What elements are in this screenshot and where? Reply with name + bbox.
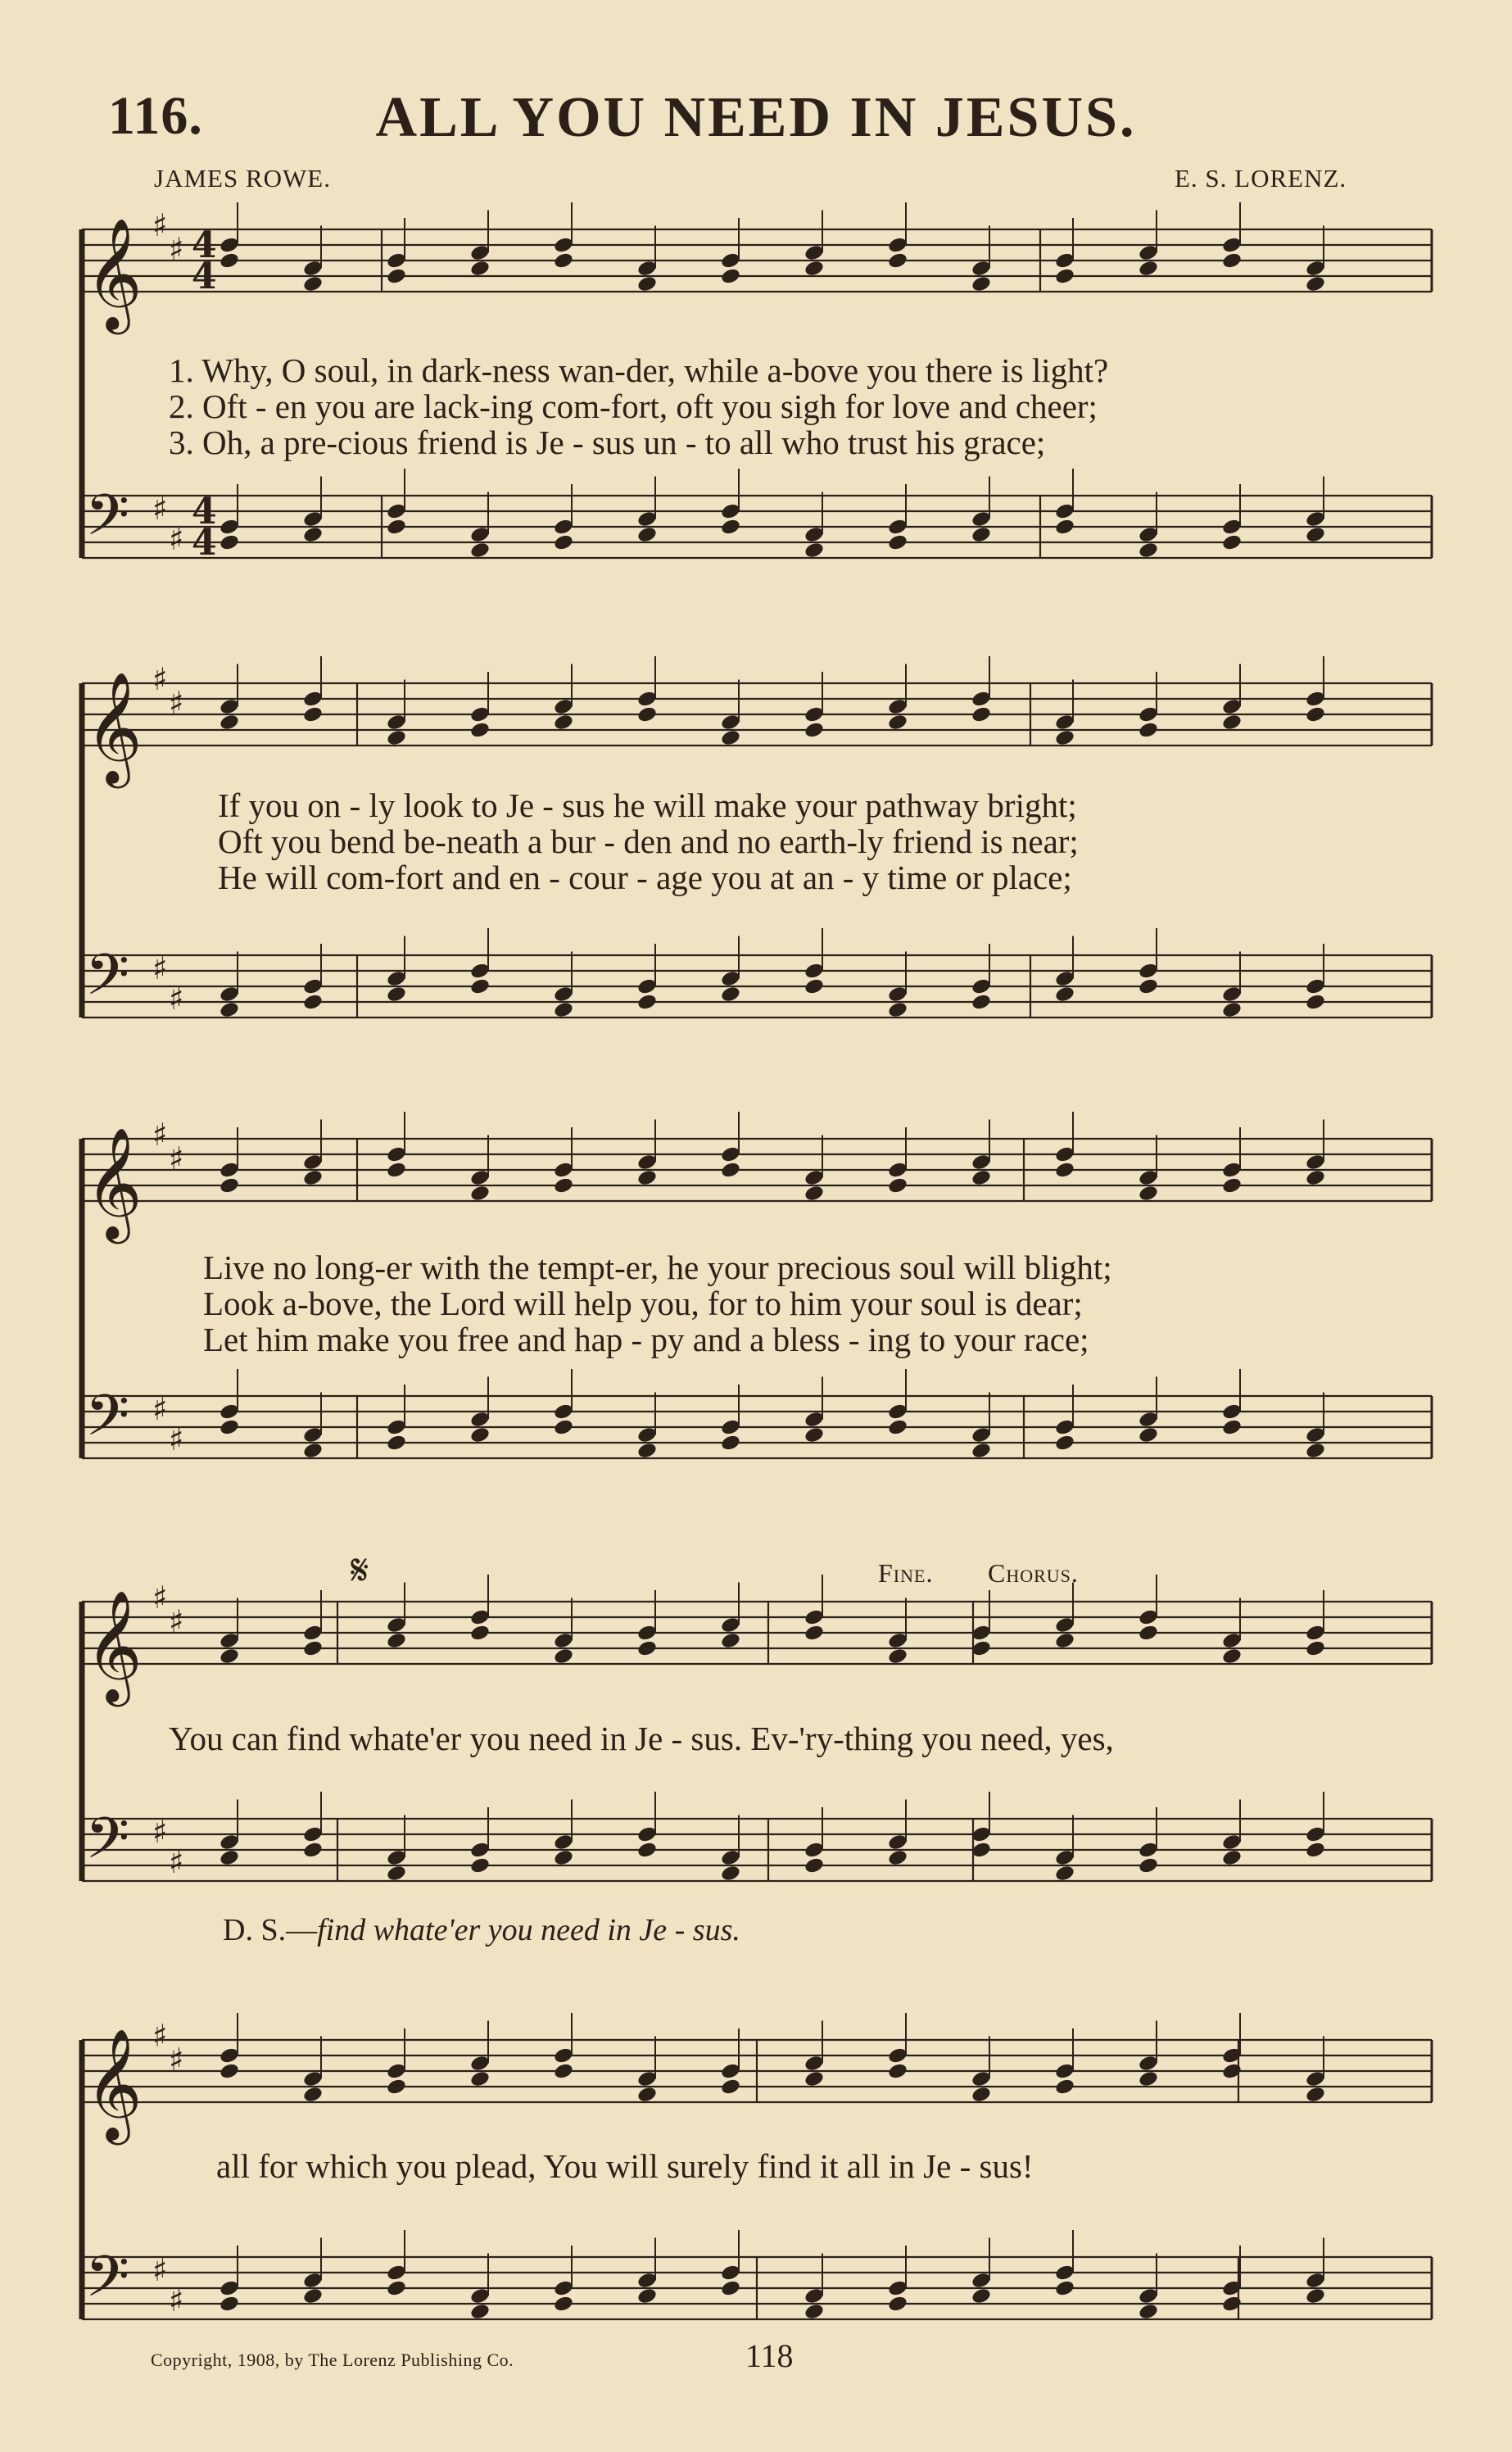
notehead xyxy=(1305,2085,1326,2103)
notehead xyxy=(636,525,658,543)
notehead xyxy=(887,1176,908,1194)
bass-clef-icon: 𝄢 xyxy=(85,2243,130,2323)
notehead xyxy=(887,533,908,551)
notehead xyxy=(219,1647,240,1665)
notehead xyxy=(720,1864,741,1882)
notehead xyxy=(553,1176,574,1194)
notehead xyxy=(720,985,741,1003)
notehead xyxy=(804,541,825,559)
notehead xyxy=(1221,252,1243,270)
notehead xyxy=(720,1434,741,1452)
treble-clef-icon: 𝄞 xyxy=(85,670,143,783)
sharp-icon: ♯ xyxy=(169,231,184,267)
notehead xyxy=(636,2287,658,2305)
sharp-icon: ♯ xyxy=(152,2252,168,2288)
notehead xyxy=(1305,1639,1326,1657)
notehead xyxy=(720,2078,741,2096)
notehead xyxy=(804,2302,825,2320)
notehead xyxy=(636,705,658,723)
sharp-icon: ♯ xyxy=(169,1603,184,1639)
notehead xyxy=(1305,993,1326,1011)
notehead xyxy=(1054,2078,1075,2096)
notehead xyxy=(1221,2295,1243,2313)
notehead xyxy=(1305,1168,1326,1186)
notehead xyxy=(636,1168,658,1186)
notehead xyxy=(219,533,240,551)
treble-clef-icon: 𝄞 xyxy=(85,216,143,329)
notehead xyxy=(1054,1161,1075,1179)
notehead xyxy=(553,252,574,270)
hymn-title: ALL YOU NEED IN JESUS. xyxy=(375,86,1137,149)
notehead xyxy=(971,705,992,723)
sharp-icon: ♯ xyxy=(152,1580,168,1616)
notehead xyxy=(386,1434,407,1452)
notehead xyxy=(1305,705,1326,723)
notehead xyxy=(386,267,407,285)
notehead xyxy=(804,1856,825,1874)
lyric-line-s1-v1: 1. Why, O soul, in dark-ness wan-der, while a-bove you there is light? xyxy=(169,351,1109,389)
notehead xyxy=(1138,1856,1159,1874)
notehead xyxy=(1305,1841,1326,1859)
sharp-icon: ♯ xyxy=(169,2282,184,2318)
notehead xyxy=(887,252,908,270)
fine-label: Fine. xyxy=(878,1558,934,1588)
notehead xyxy=(636,1441,658,1459)
sharp-icon: ♯ xyxy=(152,1391,168,1427)
chorus-label: Chorus. xyxy=(988,1558,1079,1588)
notehead xyxy=(1138,1184,1159,1202)
notehead xyxy=(219,1000,240,1018)
notehead xyxy=(302,2287,324,2305)
treble-clef-icon: 𝄞 xyxy=(85,1126,143,1239)
notehead xyxy=(636,1639,658,1657)
notehead xyxy=(1138,259,1159,277)
notehead xyxy=(1305,1441,1326,1459)
page-number: 118 xyxy=(745,2337,794,2374)
notehead xyxy=(386,985,407,1003)
notehead xyxy=(720,1631,741,1649)
notehead xyxy=(219,1848,240,1866)
notehead xyxy=(887,1418,908,1436)
notehead xyxy=(302,2085,324,2103)
notehead xyxy=(469,721,491,739)
notehead xyxy=(636,274,658,292)
notehead xyxy=(386,518,407,536)
notehead xyxy=(1221,1176,1243,1194)
notehead xyxy=(386,1864,407,1882)
treble-clef-icon: 𝄞 xyxy=(85,2027,143,2140)
notehead xyxy=(971,1441,992,1459)
lyric-line-s2-v1: If you on - ly look to Je - sus he will make your pathway bright; xyxy=(218,786,1077,824)
notehead xyxy=(469,2302,491,2320)
lyric-line-s1-v3: 3. Oh, a pre-cious friend is Je - sus un - to all who trust his grace; xyxy=(169,424,1046,461)
time-signature-digit: 4 xyxy=(192,491,217,533)
notehead xyxy=(553,1000,574,1018)
notehead xyxy=(1138,721,1159,739)
notehead xyxy=(1138,541,1159,559)
notehead xyxy=(302,525,324,543)
notehead xyxy=(1054,2279,1075,2297)
notehead xyxy=(720,728,741,746)
notehead xyxy=(469,2069,491,2087)
notehead xyxy=(720,2279,741,2297)
sharp-icon: ♯ xyxy=(169,1844,184,1880)
lyric-line-s3-v2: Look a-bove, the Lord will help you, for to him your soul is dear; xyxy=(203,1285,1083,1322)
notehead xyxy=(1221,1848,1243,1866)
notehead xyxy=(804,977,825,995)
notehead xyxy=(302,993,324,1011)
notehead xyxy=(887,1848,908,1866)
notehead xyxy=(887,2295,908,2313)
notehead xyxy=(219,2062,240,2080)
notehead xyxy=(469,541,491,559)
notehead xyxy=(1054,1864,1075,1882)
notehead xyxy=(219,713,240,731)
notehead xyxy=(553,533,574,551)
notehead xyxy=(1054,267,1075,285)
notehead xyxy=(1138,1624,1159,1642)
notehead xyxy=(469,1624,491,1642)
notehead xyxy=(1221,1647,1243,1665)
notehead xyxy=(386,1631,407,1649)
notehead xyxy=(302,274,324,292)
lyric-line-s5: all for which you plead, You will surely find it all in Je - sus! xyxy=(216,2147,1034,2185)
notehead xyxy=(971,2287,992,2305)
composer-credit: E. S. LORENZ. xyxy=(1175,164,1347,193)
sharp-icon: ♯ xyxy=(152,661,168,697)
notehead xyxy=(1305,525,1326,543)
notehead xyxy=(720,267,741,285)
notehead xyxy=(804,721,825,739)
notehead xyxy=(1054,728,1075,746)
notehead xyxy=(636,1841,658,1859)
lyric-line-s3-v3: Let him make you free and hap - py and a bless - ing to your race; xyxy=(203,1321,1089,1358)
sharp-icon: ♯ xyxy=(152,1814,168,1850)
notehead xyxy=(553,2295,574,2313)
notehead xyxy=(386,728,407,746)
notehead xyxy=(1221,533,1243,551)
treble-clef-icon: 𝄞 xyxy=(85,1589,143,1702)
notehead xyxy=(302,1639,324,1657)
notehead xyxy=(469,1425,491,1444)
notehead xyxy=(469,1184,491,1202)
notehead xyxy=(469,1856,491,1874)
notehead xyxy=(469,977,491,995)
notehead xyxy=(553,1647,574,1665)
notehead xyxy=(1054,1434,1075,1452)
notehead xyxy=(1054,1631,1075,1649)
notehead xyxy=(1221,713,1243,731)
notehead xyxy=(1305,2287,1326,2305)
notehead xyxy=(469,259,491,277)
lyric-line-s2-v2: Oft you bend be-neath a bur - den and no earth-ly friend is near; xyxy=(218,823,1079,860)
notehead xyxy=(302,1841,324,1859)
notehead xyxy=(636,2085,658,2103)
notehead xyxy=(971,525,992,543)
notehead xyxy=(553,1848,574,1866)
notehead xyxy=(971,274,992,292)
sharp-icon: ♯ xyxy=(169,521,184,557)
notehead xyxy=(553,1418,574,1436)
notehead xyxy=(219,1176,240,1194)
sharp-icon: ♯ xyxy=(152,950,168,986)
notehead xyxy=(553,713,574,731)
notehead xyxy=(804,1425,825,1444)
sharp-icon: ♯ xyxy=(169,685,184,721)
notehead xyxy=(386,2078,407,2096)
lyric-line-s2-v3: He will com-fort and en - cour - age you at an - y time or place; xyxy=(218,859,1072,896)
notehead xyxy=(804,2069,825,2087)
bass-clef-icon: 𝄢 xyxy=(85,482,130,562)
sharp-icon: ♯ xyxy=(169,2042,184,2078)
lyricist-credit: JAMES ROWE. xyxy=(154,164,331,193)
sharp-icon: ♯ xyxy=(169,981,184,1017)
notehead xyxy=(804,1624,825,1642)
time-signature-digit: 4 xyxy=(192,256,217,297)
hymn-number: 116. xyxy=(108,86,203,146)
notehead xyxy=(720,518,741,536)
notehead xyxy=(887,713,908,731)
notehead xyxy=(302,1441,324,1459)
notehead xyxy=(302,705,324,723)
notehead xyxy=(636,993,658,1011)
notehead xyxy=(971,1168,992,1186)
sharp-icon: ♯ xyxy=(152,2018,168,2054)
notehead xyxy=(971,993,992,1011)
bass-clef-icon: 𝄢 xyxy=(85,1805,130,1885)
notehead xyxy=(386,1161,407,1179)
notehead xyxy=(1138,2069,1159,2087)
segno-sign: 𝄋 xyxy=(351,1548,369,1594)
bass-clef-icon: 𝄢 xyxy=(85,941,130,1022)
lyric-line-s4: You can find whate'er you need in Je - sus. Ev-'ry-thing you need, yes, xyxy=(169,1720,1114,1757)
sharp-icon: ♯ xyxy=(152,491,168,527)
notehead xyxy=(386,2279,407,2297)
notehead xyxy=(971,2085,992,2103)
sharp-icon: ♯ xyxy=(152,207,168,243)
notehead xyxy=(720,1161,741,1179)
notehead xyxy=(887,1647,908,1665)
notehead xyxy=(1221,1418,1243,1436)
notehead xyxy=(219,252,240,270)
notehead xyxy=(1138,977,1159,995)
sharp-icon: ♯ xyxy=(169,1421,184,1457)
notehead xyxy=(1138,2302,1159,2320)
notehead xyxy=(219,2295,240,2313)
bass-clef-icon: 𝄢 xyxy=(85,1382,130,1462)
sharp-icon: ♯ xyxy=(169,1140,184,1176)
notehead xyxy=(1221,1000,1243,1018)
notehead xyxy=(302,1168,324,1186)
lyric-line-s3-v1: Live no long-er with the tempt-er, he your precious soul will blight; xyxy=(203,1249,1112,1286)
time-signature-digit: 4 xyxy=(192,224,217,266)
notehead xyxy=(887,2062,908,2080)
sharp-icon: ♯ xyxy=(152,1117,168,1153)
copyright-notice: Copyright, 1908, by The Lorenz Publishing Co. xyxy=(151,2350,514,2370)
time-signature-digit: 4 xyxy=(192,522,217,564)
lyric-line-s1-v2: 2. Oft - en you are lack-ing com-fort, oft you sigh for love and cheer; xyxy=(169,388,1098,425)
notehead xyxy=(804,1184,825,1202)
ds-prefix: D. S.— xyxy=(223,1913,318,1947)
notehead xyxy=(1054,518,1075,536)
ds-text: find whate'er you need in Je - sus. xyxy=(317,1913,740,1947)
notehead xyxy=(219,1418,240,1436)
notehead xyxy=(1221,2062,1243,2080)
notehead xyxy=(553,2062,574,2080)
dal-segno-line xyxy=(223,1912,740,1948)
notehead xyxy=(1054,985,1075,1003)
notehead xyxy=(804,259,825,277)
notehead xyxy=(1305,274,1326,292)
notehead xyxy=(887,1000,908,1018)
notehead xyxy=(1138,1425,1159,1444)
